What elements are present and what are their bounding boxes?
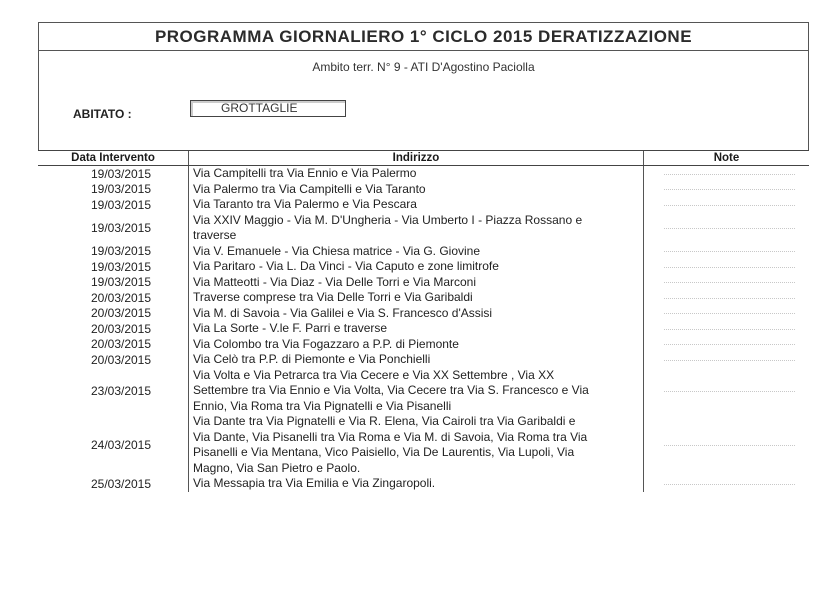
row-note — [643, 166, 809, 182]
table-row — [38, 337, 809, 353]
table-row — [38, 197, 809, 213]
row-date: 19/03/2015 — [90, 221, 152, 235]
row-note — [643, 213, 809, 244]
row-date: 20/03/2015 — [90, 321, 152, 336]
row-note — [643, 197, 809, 213]
row-note — [643, 275, 809, 291]
schedule-table — [38, 150, 809, 492]
row-address — [188, 213, 643, 244]
row-date: 20/03/2015 — [90, 290, 152, 305]
row-note — [643, 368, 809, 415]
row-note — [643, 476, 809, 492]
row-date: 25/03/2015 — [90, 476, 152, 491]
row-date: 19/03/2015 — [90, 197, 152, 212]
row-note — [643, 244, 809, 260]
address-line: Via La Sorte - V.le F. Parri e traverse — [193, 321, 388, 335]
table-row — [38, 476, 809, 492]
row-date: 20/03/2015 — [90, 337, 152, 352]
document-subtitle: Ambito terr. N° 9 - ATI D'Agostino Paciolla — [312, 60, 535, 74]
address-line: Via V. Emanuele - Via Chiesa matrice - Via G. Giovine — [193, 243, 481, 258]
address-line: Pisanelli e Via Mentana, Vico Paisiello, Via De Laurentis, Via Lupoli, Via — [193, 445, 575, 459]
row-address — [188, 306, 643, 322]
address-line: traverse — [193, 228, 237, 242]
address-line: Ennio, Via Roma tra Via Pignatelli e Via Pisanelli — [193, 398, 452, 413]
row-date: 19/03/2015 — [90, 275, 152, 290]
header-date: Data Intervento — [71, 152, 155, 164]
row-note — [643, 182, 809, 198]
address-line: Via M. di Savoia - Via Galilei e Via S. Francesco d'Assisi — [193, 305, 493, 320]
table-row — [38, 368, 809, 415]
address-line: Via Matteotti - Via Diaz - Via Delle Torri e Via Marconi — [193, 274, 477, 289]
row-date: 20/03/2015 — [90, 352, 152, 367]
address-line: Via Palermo tra Via Campitelli e Via Taranto — [193, 181, 426, 196]
row-address — [188, 182, 643, 198]
table-row — [38, 244, 809, 260]
table-row — [38, 306, 809, 322]
row-note — [643, 414, 809, 476]
table-header — [38, 151, 809, 166]
table-row — [38, 290, 809, 306]
address-line: Traverse comprese tra Via Delle Torri e Via Garibaldi — [193, 290, 473, 304]
row-address — [188, 275, 643, 291]
table-row — [38, 352, 809, 368]
table-row — [38, 166, 809, 182]
row-address — [188, 244, 643, 260]
row-date: 20/03/2015 — [90, 306, 152, 321]
table-row — [38, 259, 809, 275]
address-line: Via Taranto tra Via Palermo e Via Pescara — [193, 197, 417, 211]
table-row — [38, 275, 809, 291]
table-row — [38, 414, 809, 476]
address-line: Magno, Via San Pietro e Paolo. — [193, 460, 361, 475]
document-title: PROGRAMMA GIORNALIERO 1° CICLO 2015 DERATIZZAZIONE — [38, 22, 809, 51]
address-line: Settembre tra Via Ennio e Via Volta, Via Cecere tra Via S. Francesco e Via — [193, 383, 589, 397]
row-date: 23/03/2015 — [90, 383, 152, 398]
address-line: Via Paritaro - Via L. Da Vinci - Via Caputo e zone limitrofe — [193, 259, 499, 273]
row-note — [643, 259, 809, 275]
row-address — [188, 166, 643, 182]
row-date: 19/03/2015 — [90, 166, 152, 181]
row-date: 19/03/2015 — [90, 182, 152, 197]
address-line: Via Dante tra Via Pignatelli e Via R. Elena, Via Cairoli tra Via Garibaldi e — [193, 414, 576, 428]
row-address — [188, 476, 643, 492]
row-address — [188, 414, 643, 476]
address-line: Via Messapia tra Via Emilia e Via Zingaropoli. — [193, 476, 436, 490]
row-note — [643, 352, 809, 368]
header-note: Note — [643, 151, 809, 165]
address-line: Via Volta e Via Petrarca tra Via Cecere e Via XX Settembre , Via XX — [193, 367, 555, 382]
row-address — [188, 352, 643, 368]
row-note — [643, 337, 809, 353]
row-date: 19/03/2015 — [90, 244, 152, 259]
address-line: Via Celò tra P.P. di Piemonte e Via Ponchielli — [193, 352, 431, 366]
row-address — [188, 368, 643, 415]
abitato-label: ABITATO : — [73, 107, 132, 121]
table-row — [38, 213, 809, 244]
row-date: 19/03/2015 — [90, 259, 152, 274]
row-address — [188, 290, 643, 306]
table-body — [38, 166, 809, 492]
header-address: Indirizzo — [188, 151, 643, 165]
address-line: Via XXIV Maggio - Via M. D'Ungheria - Via Umberto I - Piazza Rossano e — [193, 212, 583, 227]
row-address — [188, 337, 643, 353]
row-note — [643, 306, 809, 322]
address-line: Via Campitelli tra Via Ennio e Via Palermo — [193, 166, 417, 180]
table-row — [38, 182, 809, 198]
row-note — [643, 321, 809, 337]
address-line: Via Dante, Via Pisanelli tra Via Roma e Via M. di Savoia, Via Roma tra Via — [193, 429, 588, 444]
row-address — [188, 197, 643, 213]
abitato-value: GROTTAGLIE — [190, 100, 346, 117]
address-line: Via Colombo tra Via Fogazzaro a P.P. di Piemonte — [193, 336, 459, 351]
header-frame — [38, 50, 809, 150]
table-row — [38, 321, 809, 337]
row-date: 24/03/2015 — [90, 438, 152, 452]
row-address — [188, 321, 643, 337]
row-note — [643, 290, 809, 306]
row-address — [188, 259, 643, 275]
